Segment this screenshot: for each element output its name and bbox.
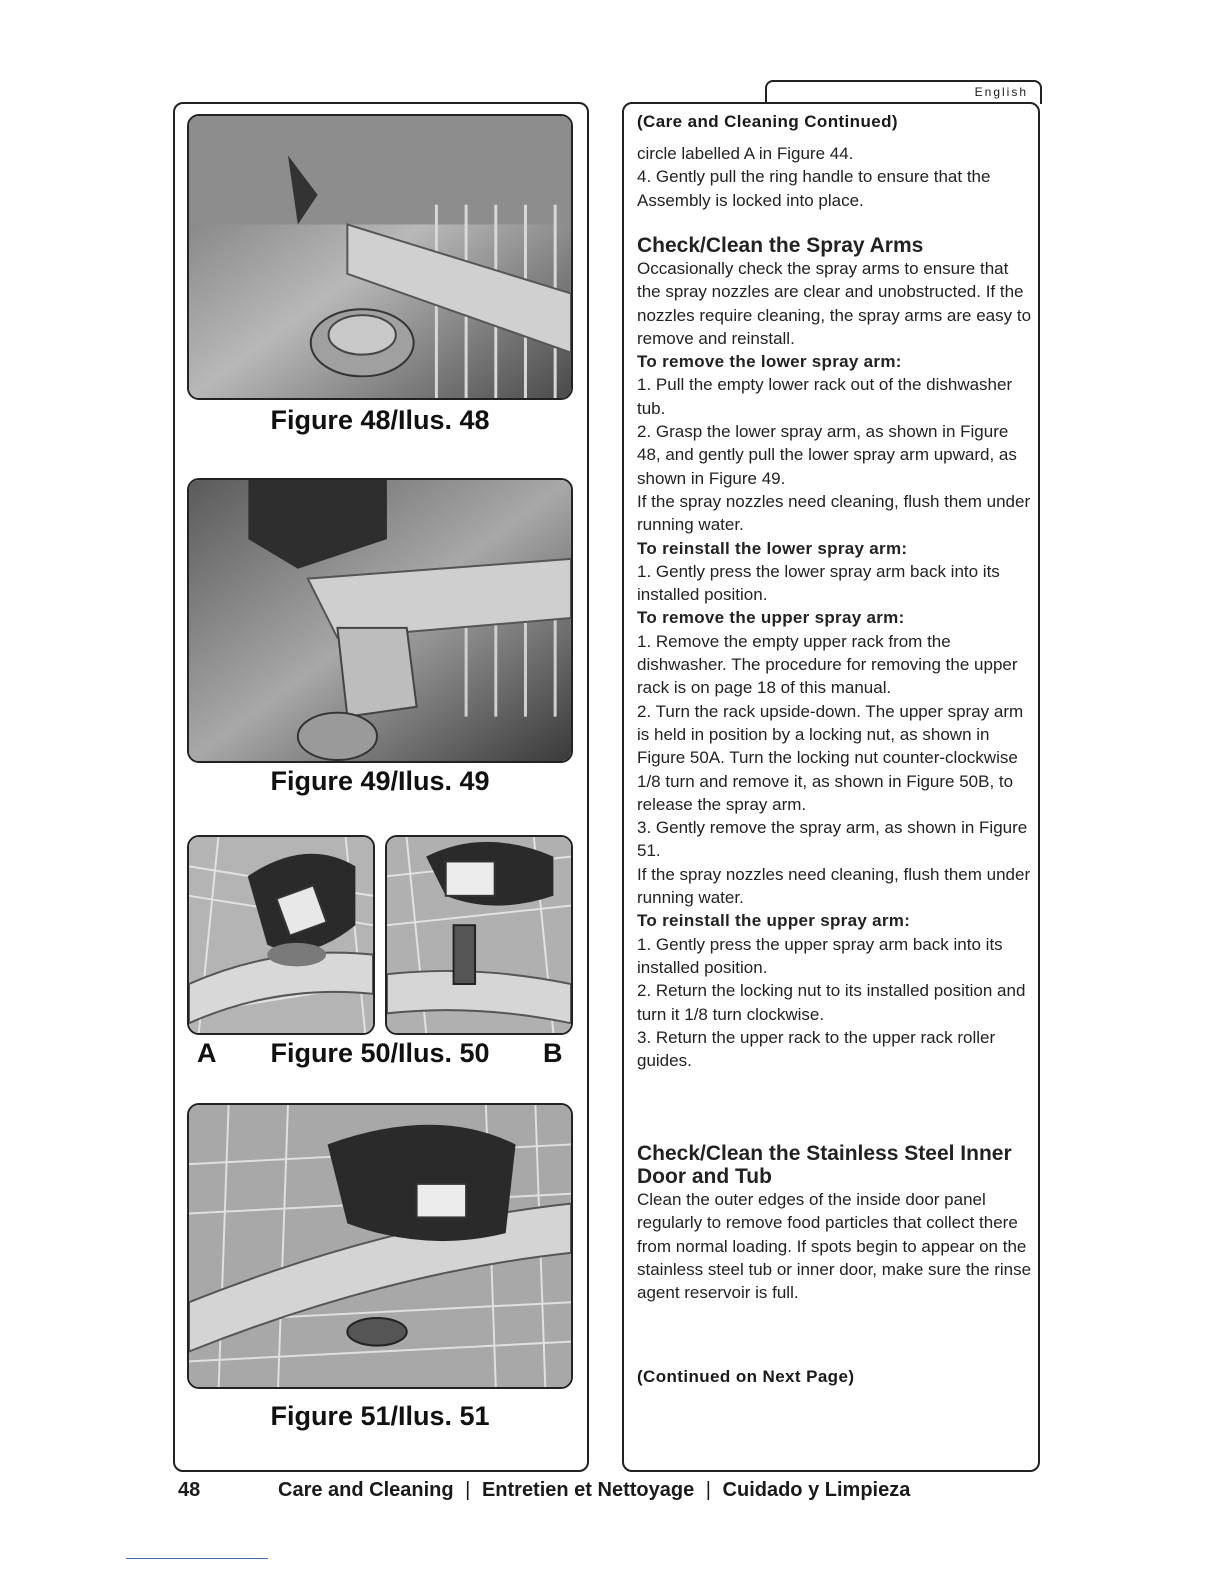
subhead-remove-upper: To remove the upper spray arm:	[637, 608, 905, 628]
step: 3. Gently remove the spray arm, as shown in Figure 51.	[637, 818, 1028, 861]
subhead-remove-lower: To remove the lower spray arm:	[637, 352, 902, 372]
figure-48-caption: Figure 48/Ilus. 48	[270, 405, 490, 435]
intro-line: circle labelled A in Figure 44.	[637, 144, 854, 163]
footer-title-fr: Entretien et Nettoyage	[481, 1479, 695, 1501]
step: 1. Pull the empty lower rack out of the dishwasher tub.	[637, 375, 1013, 418]
step: 2. Turn the rack upside-down. The upper spray arm is held in position by a locking nut, as shown in Figure 50A. Turn the locking nut counter-clockwise 1/8 turn and remove it, as shown in Figure 50B, to release the spray arm.	[637, 701, 1024, 814]
step: 1. Remove the empty upper rack from the dishwasher. The procedure for removing the upper rack is on page 18 of this manual.	[637, 631, 1018, 698]
spray-arms-section	[637, 234, 1032, 1072]
section-body: Clean the outer edges of the inside door panel regularly to remove food particles that collect there from normal loading. If spots begin to appear on the stainless steel tub or inner door, make sure the rinse agent reservoir is full.	[637, 1190, 1032, 1303]
figure-50-label-a: A	[197, 1038, 217, 1068]
step: If the spray nozzles need cleaning, flush them under running water.	[637, 491, 1031, 535]
section-title: Check/Clean the Spray Arms	[637, 234, 924, 257]
intro-text	[637, 142, 1032, 212]
intro-line: 4. Gently pull the ring handle to ensure that the Assembly is locked into place.	[637, 167, 991, 210]
continued-next-page: (Continued on Next Page)	[637, 1367, 855, 1386]
step: 1. Gently press the lower spray arm back into its installed position.	[637, 561, 1000, 605]
step: 2. Grasp the lower spray arm, as shown in Figure 48, and gently pull the lower spray arm upward, as shown in Figure 49.	[637, 422, 1017, 488]
figure-51-photo	[187, 1103, 573, 1389]
footer-separator: |	[705, 1479, 711, 1501]
figure-49-caption: Figure 49/Ilus. 49	[270, 766, 490, 796]
footer-title-en: Care and Cleaning	[278, 1479, 454, 1501]
footer-title-es: Cuidado y Limpieza	[722, 1479, 911, 1501]
step: 3. Return the upper rack to the upper rack roller guides.	[637, 1027, 996, 1071]
step: 1. Gently press the upper spray arm back into its installed position.	[637, 934, 1003, 977]
continued-heading: (Care and Cleaning Continued)	[637, 112, 898, 131]
figure-50-label-b: B	[543, 1038, 563, 1068]
step: 2. Return the locking nut to its installed position and turn it 1/8 turn clockwise.	[637, 981, 1026, 1024]
section-intro: Occasionally check the spray arms to ensure that the spray nozzles are clear and unobstructed. If the nozzles require cleaning, the spray arms are easy to remove and reinstall.	[637, 259, 1032, 348]
figure-51-caption: Figure 51/Ilus. 51	[270, 1401, 490, 1431]
footer-title	[278, 1479, 910, 1502]
figure-50-caption: Figure 50/Ilus. 50	[270, 1038, 490, 1068]
subhead-reinstall-upper: To reinstall the upper spray arm:	[637, 911, 911, 931]
footer-separator: |	[465, 1479, 471, 1501]
figure-50a-photo	[187, 835, 375, 1035]
footer-rule	[126, 1558, 268, 1559]
language-tab: English	[765, 80, 1042, 104]
stainless-steel-section	[637, 1142, 1032, 1304]
figure-49-photo	[187, 478, 573, 763]
page-number: 48	[178, 1479, 201, 1501]
step: If the spray nozzles need cleaning, flush them under running water.	[637, 864, 1031, 908]
section-title: Check/Clean the Stainless Steel Inner Door and Tub	[637, 1142, 1012, 1188]
figure-50b-photo	[385, 835, 573, 1035]
subhead-reinstall-lower: To reinstall the lower spray arm:	[637, 538, 908, 558]
figure-48-photo	[187, 114, 573, 400]
